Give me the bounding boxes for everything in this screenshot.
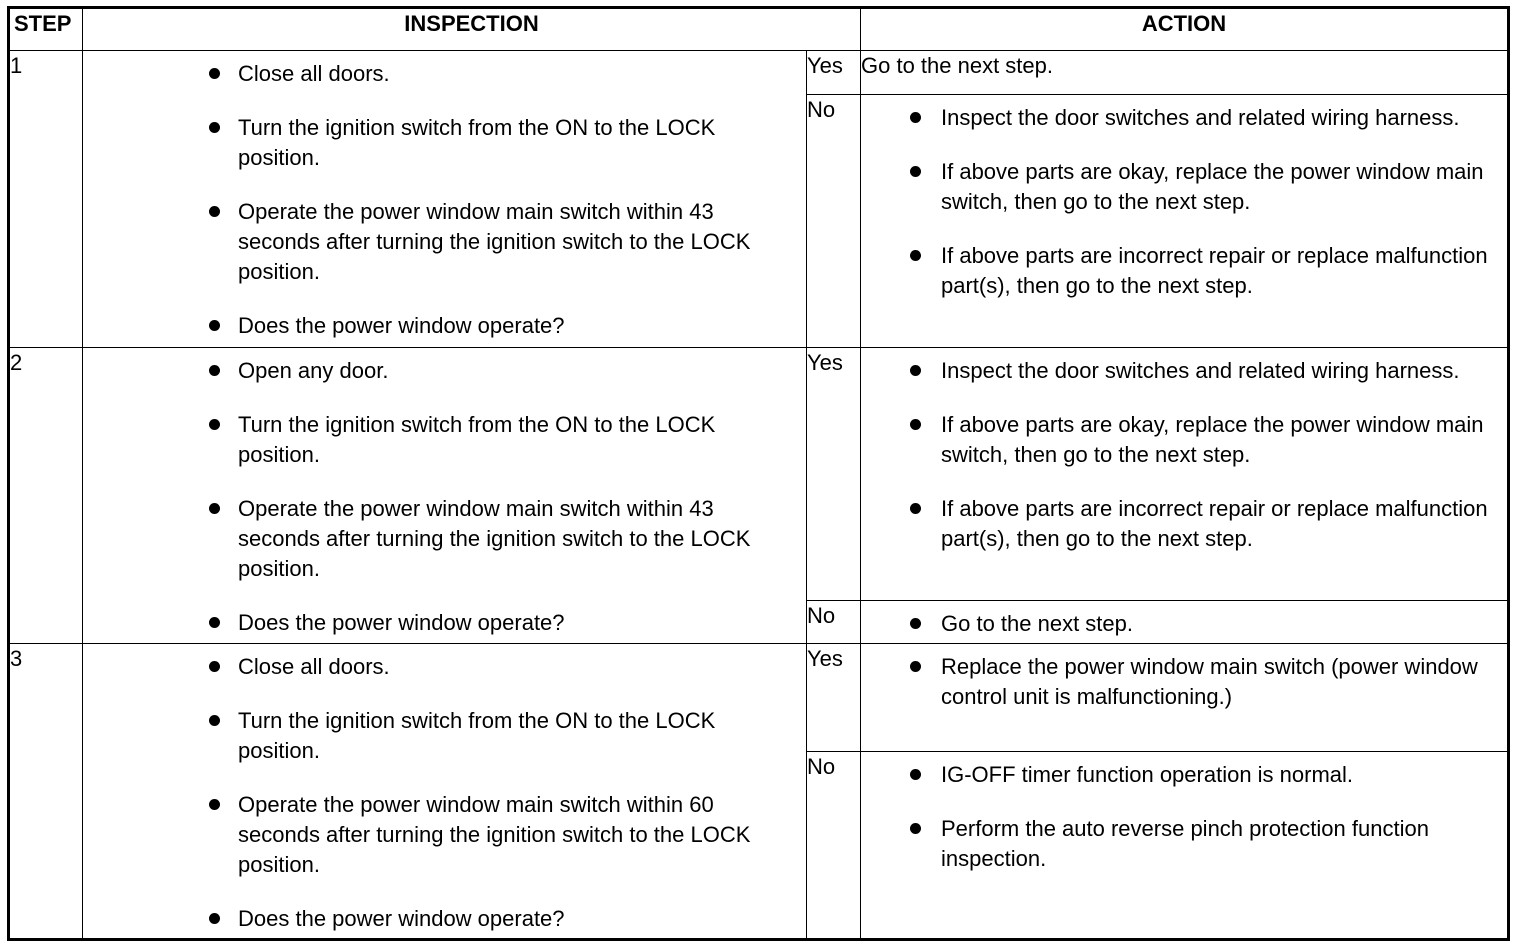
step-number: 1 (9, 51, 83, 348)
step-2-yes-row (9, 348, 1509, 601)
no-action-cell (861, 601, 1509, 644)
inspection-item: Does the power window operate? (83, 608, 796, 638)
yes-label: Yes (807, 348, 861, 601)
step-number: 3 (9, 644, 83, 940)
inspection-item: Close all doors. (83, 59, 796, 89)
action-item: If above parts are incorrect repair or replace malfunction part(s), then go to the next step. (861, 494, 1497, 554)
no-label: No (807, 95, 861, 348)
action-item: If above parts are okay, replace the power window main switch, then go to the next step. (861, 410, 1497, 470)
action-item: Replace the power window main switch (power window control unit is malfunctioning.) (861, 652, 1497, 712)
action-item: Inspect the door switches and related wiring harness. (861, 103, 1497, 133)
no-action-cell (861, 752, 1509, 940)
inspection-item: Operate the power window main switch within 60 seconds after turning the ignition switch to the LOCK position. (83, 790, 796, 880)
header-action: ACTION (861, 8, 1509, 51)
yes-action-cell (861, 644, 1509, 752)
action-item: If above parts are incorrect repair or replace malfunction part(s), then go to the next step. (861, 241, 1497, 301)
action-item: Go to the next step. (861, 609, 1497, 639)
no-label: No (807, 601, 861, 644)
inspection-cell (83, 51, 807, 348)
action-item: Perform the auto reverse pinch protection function inspection. (861, 814, 1497, 874)
header-row (9, 8, 1509, 51)
yes-action: Go to the next step. (861, 51, 1509, 95)
action-item: Inspect the door switches and related wiring harness. (861, 356, 1497, 386)
inspection-cell (83, 348, 807, 644)
inspection-item: Turn the ignition switch from the ON to the LOCK position. (83, 410, 796, 470)
action-item: If above parts are okay, replace the power window main switch, then go to the next step. (861, 157, 1497, 217)
inspection-item: Operate the power window main switch within 43 seconds after turning the ignition switch to the LOCK position. (83, 494, 796, 584)
inspection-item: Does the power window operate? (83, 311, 796, 341)
yes-action-cell (861, 348, 1509, 601)
inspection-item: Close all doors. (83, 652, 796, 682)
inspection-item: Turn the ignition switch from the ON to the LOCK position. (83, 113, 796, 173)
troubleshooting-table (7, 6, 1510, 941)
inspection-item: Turn the ignition switch from the ON to the LOCK position. (83, 706, 796, 766)
header-step: STEP (9, 8, 83, 51)
step-number: 2 (9, 348, 83, 644)
step-3-yes-row (9, 644, 1509, 752)
yes-label: Yes (807, 644, 861, 752)
step-1-yes-row (9, 51, 1509, 95)
no-action-cell (861, 95, 1509, 348)
yes-label: Yes (807, 51, 861, 95)
action-item: IG-OFF timer function operation is normal. (861, 760, 1497, 790)
header-inspection: INSPECTION (83, 8, 861, 51)
no-label: No (807, 752, 861, 940)
inspection-item: Open any door. (83, 356, 796, 386)
inspection-item: Operate the power window main switch within 43 seconds after turning the ignition switch to the LOCK position. (83, 197, 796, 287)
inspection-item: Does the power window operate? (83, 904, 796, 934)
inspection-cell (83, 644, 807, 940)
